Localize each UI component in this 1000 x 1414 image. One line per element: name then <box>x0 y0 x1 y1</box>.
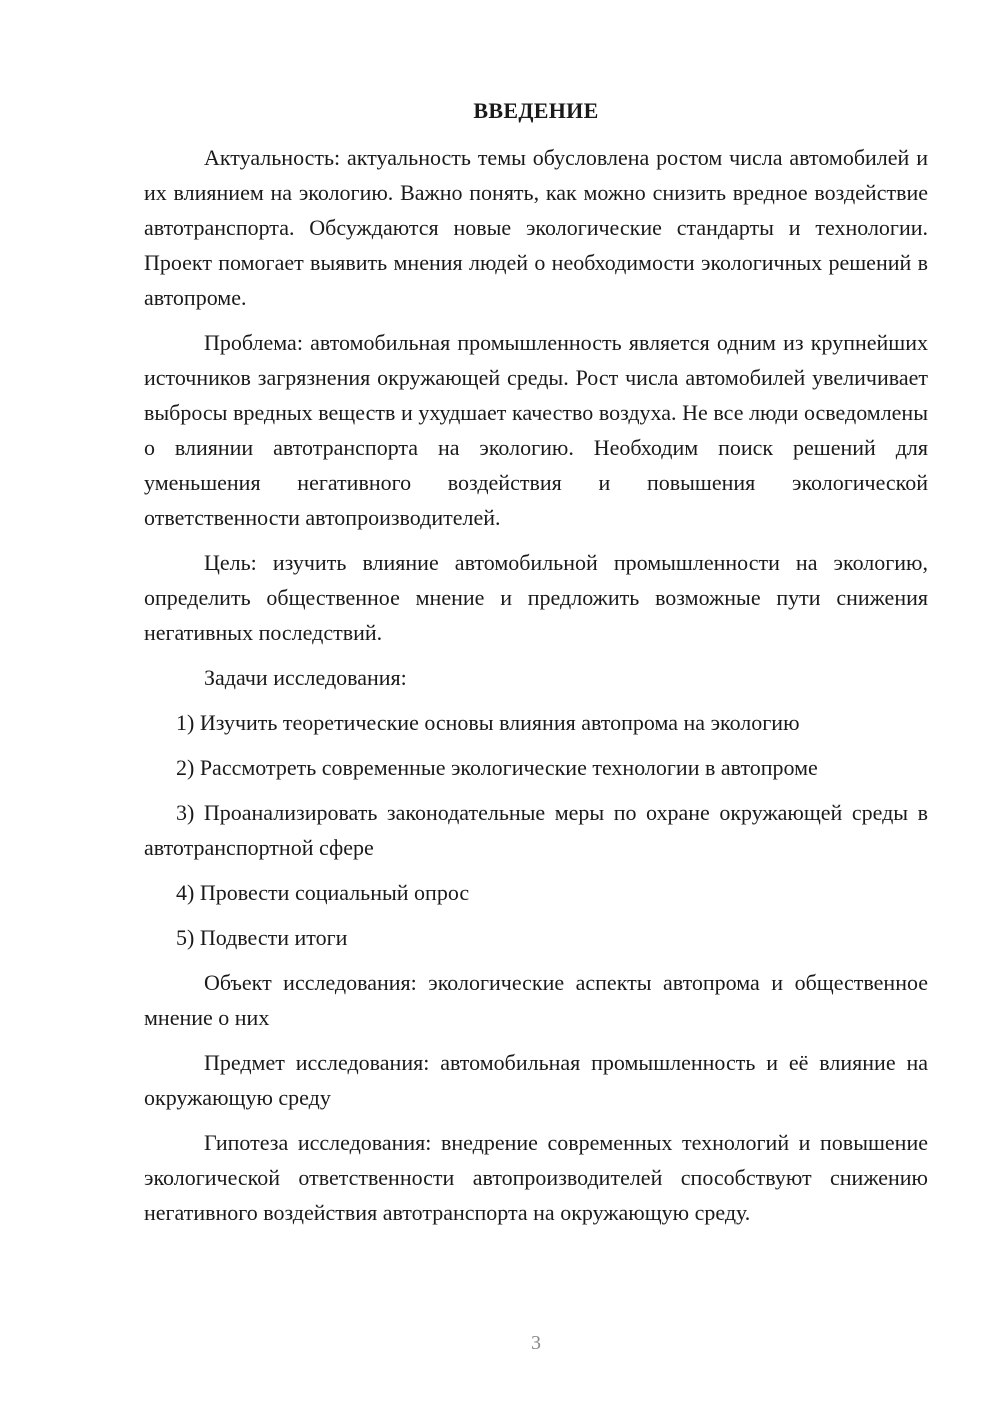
task-item-1: 1) Изучить теоретические основы влияния автопрома на экологию <box>176 710 800 735</box>
page-title: ВВЕДЕНИЕ <box>473 98 599 123</box>
task-item-3: 3) Проанализировать законодательные меры по охране окружающей среды в автотранспортной сфере <box>144 800 928 860</box>
tasks-heading: Задачи исследования: <box>204 665 407 690</box>
paragraph-object: Объект исследования: экологические аспекты автопрома и общественное мнение о них <box>144 970 928 1030</box>
paragraph-subject: Предмет исследования: автомобильная промышленность и её влияние на окружающую среду <box>144 1050 928 1110</box>
page-number: 3 <box>531 1332 541 1354</box>
paragraph-goal: Цель: изучить влияние автомобильной промышленности на экологию, определить общественное мнение и предложить возможные пути снижения негативных последствий. <box>144 550 928 645</box>
paragraph-relevance: Актуальность: актуальность темы обусловлена ростом числа автомобилей и их влиянием на экологию. Важно понять, как можно снизить вредное воздействие автотранспорта. Обсуждаются новые экологические стандарты и технологии. Проект помогает выявить мнения людей о необходимости экологичных решений в автопроме. <box>144 145 928 310</box>
task-item-5: 5) Подвести итоги <box>176 925 348 950</box>
paragraph-hypothesis: Гипотеза исследования: внедрение современных технологий и повышение экологической ответственности автопроизводителей способствуют снижению негативного воздействия автотранспорта на окружающую среду. <box>144 1130 928 1225</box>
task-item-4: 4) Провести социальный опрос <box>176 880 470 905</box>
paragraph-problem: Проблема: автомобильная промышленность является одним из крупнейших источников загрязнения окружающей среды. Рост числа автомобилей увеличивает выбросы вредных веществ и ухудшает качество воздуха. Не все люди осведомлены о влиянии автотранспорта на экологию. Необходим поиск решений для уменьшения негативного воздействия и повышения экологической ответственности автопроизводителей. <box>144 330 928 530</box>
task-item-2: 2) Рассмотреть современные экологические технологии в автопроме <box>176 755 818 780</box>
document-page <box>144 96 928 1240</box>
